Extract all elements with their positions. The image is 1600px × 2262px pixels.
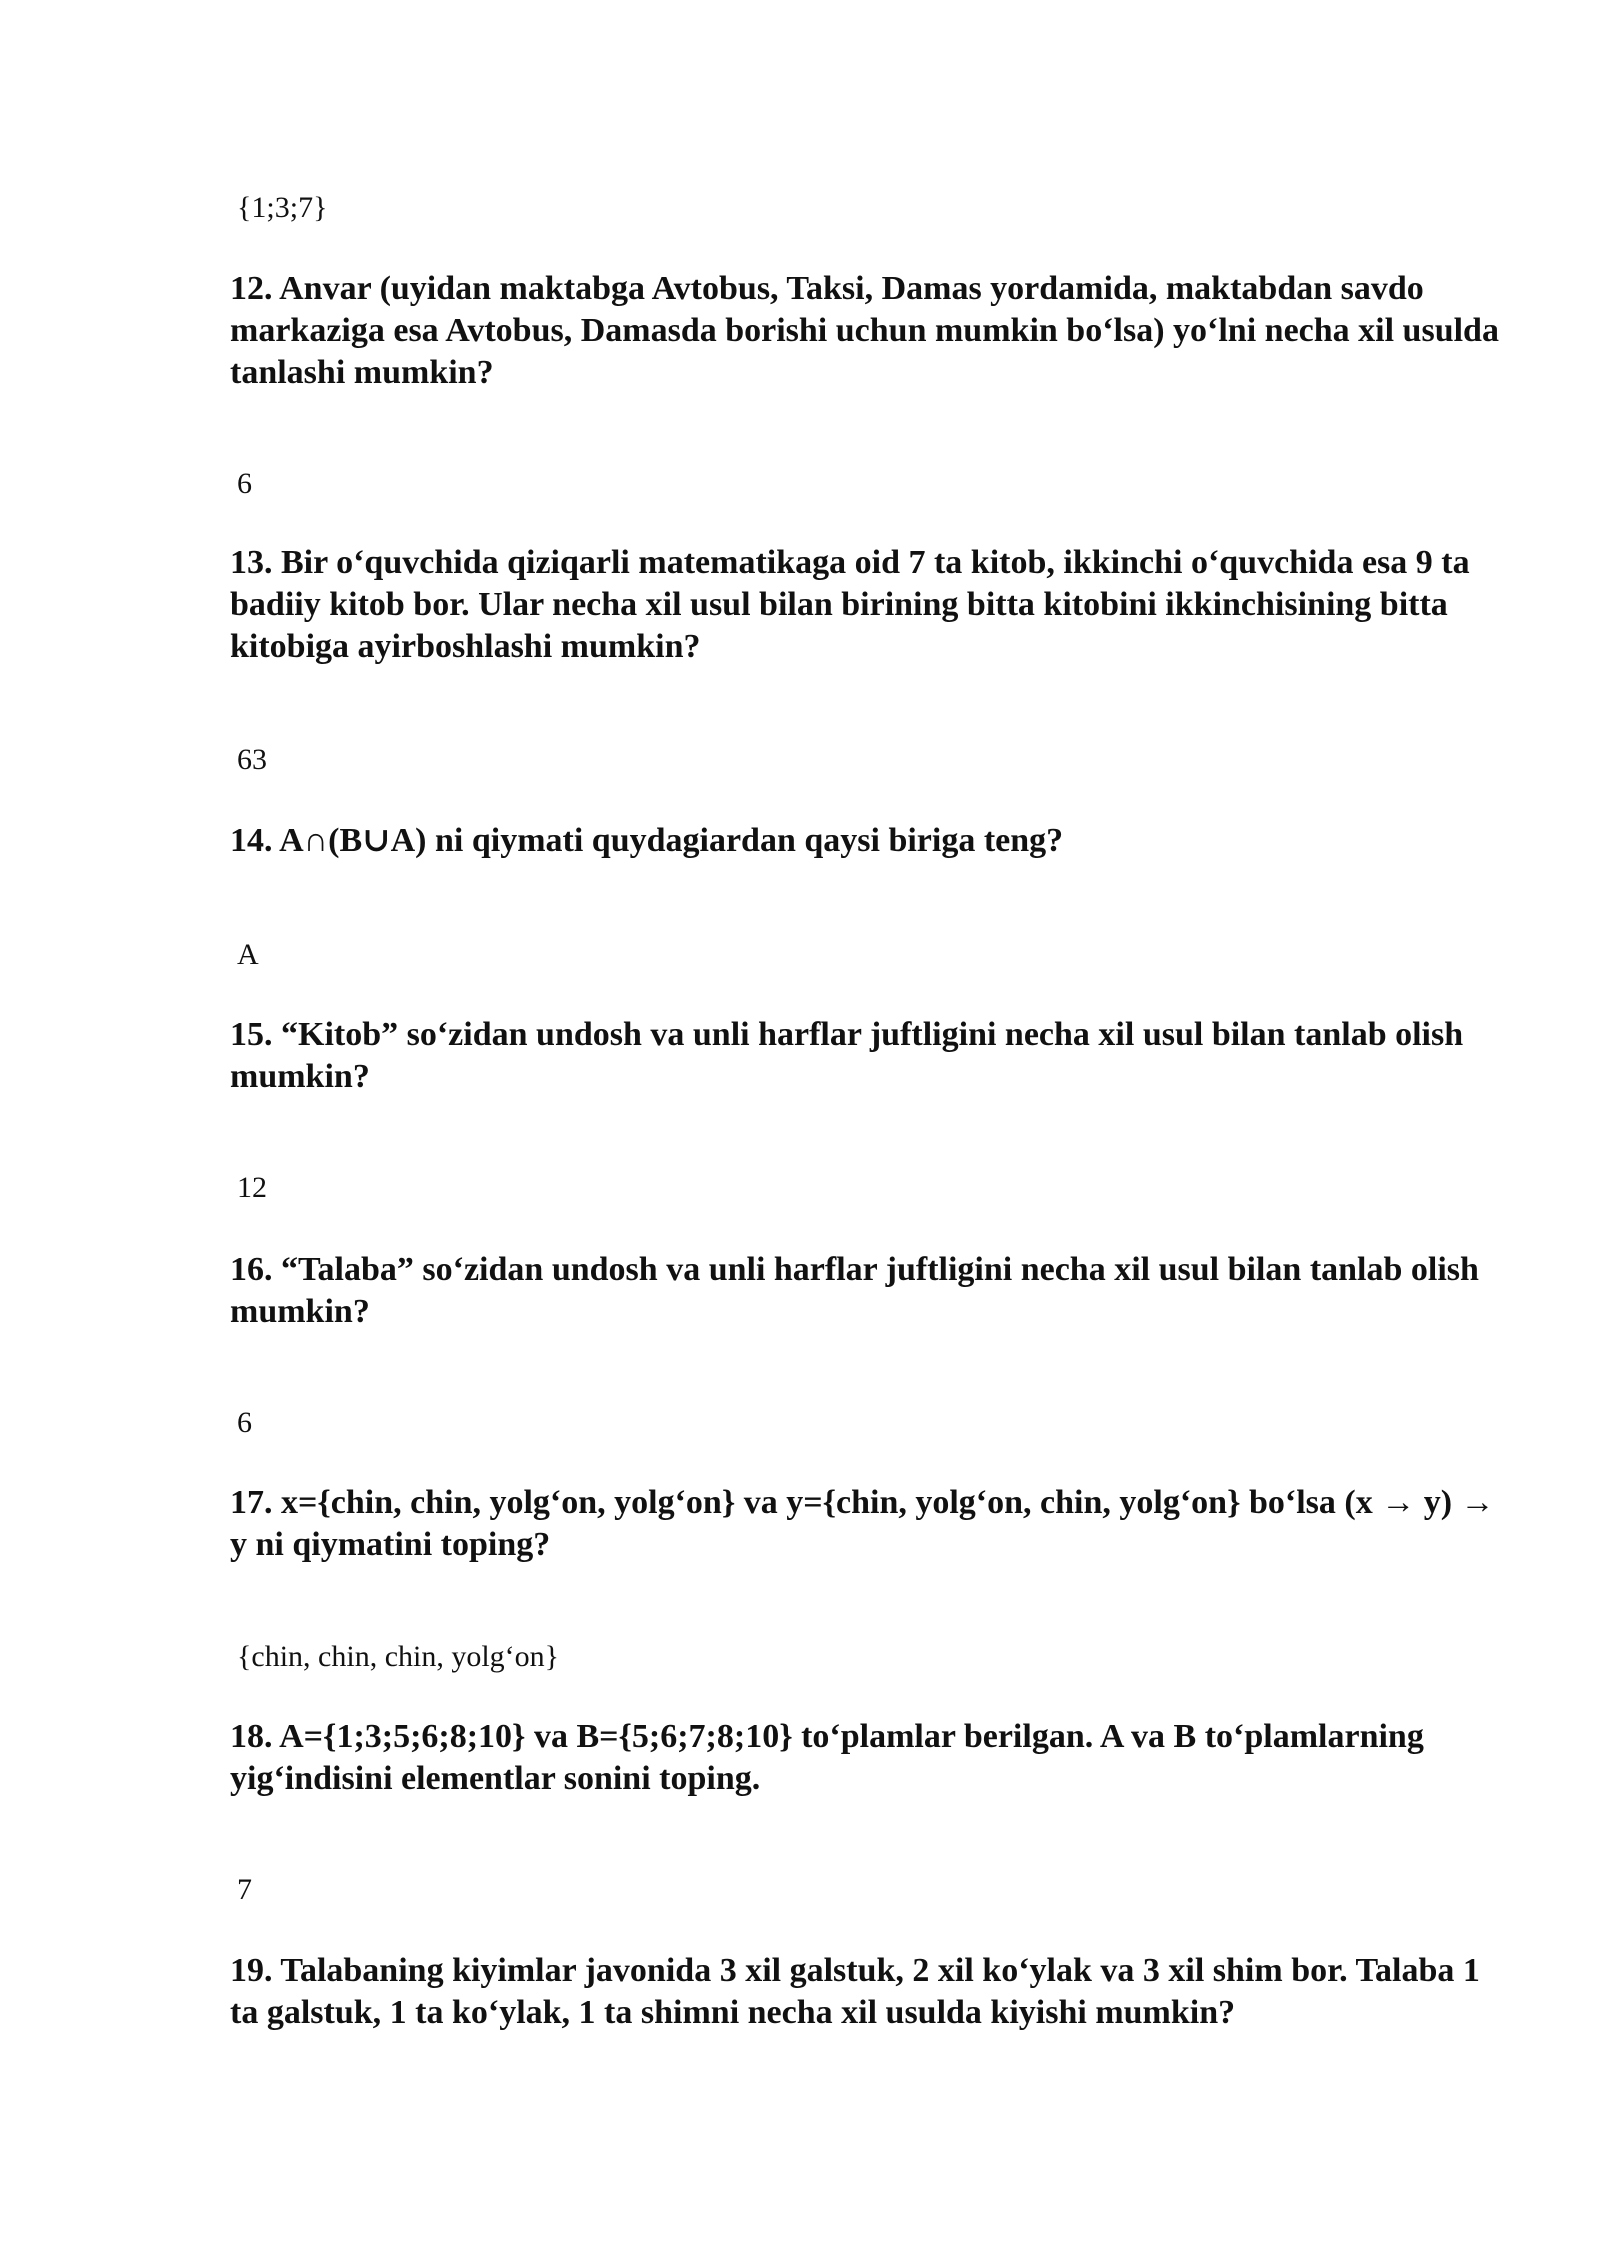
question-18: 18. A={1;3;5;6;8;10} va B={5;6;7;8;10} to‘plamlar berilgan. A va B to‘plamlarning yig‘indisini elementlar sonini toping.: [230, 1718, 1424, 1797]
question-12: 12. Anvar (uyidan maktabga Avtobus, Taksi, Damas yordamida, maktabdan savdo markaziga esa Avtobus, Damasda borishi uchun mumkin bo‘lsa) yo‘lni necha xil usulda tanlashi mumkin?: [230, 270, 1499, 391]
answer-11: {1;3;7}: [237, 191, 328, 224]
question-15: 15. “Kitob” so‘zidan undosh va unli harflar juftligini necha xil usul bilan tanlab olish mumkin?: [230, 1016, 1464, 1095]
question-13: 13. Bir o‘quvchida qiziqarli matematikaga oid 7 ta kitob, ikkinchi o‘quvchida esa 9 ta badiiy kitob bor. Ular necha xil usul bilan birining bitta kitobini ikkinchisining bitta kitobiga ayirboshlashi mumkin?: [230, 544, 1470, 665]
question-19: 19. Talabaning kiyimlar javonida 3 xil galstuk, 2 xil ko‘ylak va 3 xil shim bor. Talaba 1 ta galstuk, 1 ta ko‘ylak, 1 ta shimni necha xil usulda kiyishi mumkin?: [230, 1952, 1480, 2031]
answer-16: 6: [237, 1406, 252, 1439]
answer-15: 12: [237, 1171, 267, 1204]
question-14: 14. A∩(B∪A) ni qiymati quydagiardan qaysi biriga teng?: [230, 822, 1064, 859]
answer-12: 6: [237, 467, 252, 500]
answer-17: {chin, chin, chin, yolg‘on}: [237, 1640, 560, 1673]
question-17: 17. x={chin, chin, yolg‘on, yolg‘on} va y={chin, yolg‘on, chin, yolg‘on} bo‘lsa (x → y) → y ni qiymatini toping?: [230, 1484, 1495, 1563]
answer-18: 7: [237, 1873, 252, 1906]
answer-14: A: [237, 938, 259, 971]
answer-13: 63: [237, 743, 267, 776]
question-16: 16. “Talaba” so‘zidan undosh va unli harflar juftligini necha xil usul bilan tanlab olish mumkin?: [230, 1251, 1479, 1330]
